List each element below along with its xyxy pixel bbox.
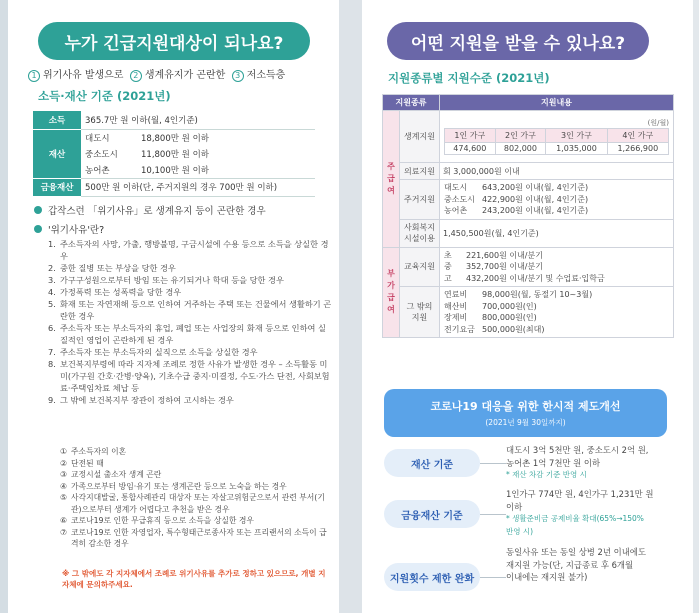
sub-num: ⑤: [60, 493, 67, 502]
list-item: [48, 274, 333, 286]
sub-num: ⑦: [60, 527, 67, 537]
covid-banner: [384, 389, 667, 437]
item-text: 중한 질병 또는 부상을 당한 경우: [60, 263, 176, 273]
criteria-text-1: 위기사유 발생으로: [43, 70, 124, 81]
desc-line: 동일사유 또는 동일 상병 2년 이내에도: [506, 547, 646, 557]
living-label: 생계지원: [400, 111, 440, 163]
desc-note: 반영 시): [506, 526, 534, 536]
item-num: 2.: [48, 263, 56, 273]
kv-val: 700,000원(인): [482, 301, 537, 311]
sub-text: 가족으로부터 방임·유기 또는 생계곤란 등으로 노숙을 하는 경우: [71, 481, 287, 491]
right-title: 어떤 지원을 받을 수 있나요?: [387, 22, 649, 60]
background-strip: [0, 0, 8, 613]
unit-label: (원/월): [647, 119, 669, 127]
kv-key: 해산비: [444, 301, 468, 311]
item-text: 화재 또는 자연재해 등으로 인하여 거주하는 주택 또는 건물에서 생활하기 곤란한 경우: [60, 299, 332, 321]
sub-text: 코로나19로 인한 무급휴직 등으로 소득을 상실한 경우: [71, 516, 254, 525]
table-row: [383, 287, 674, 338]
sub-num: ②: [60, 458, 67, 468]
list-item: [444, 205, 669, 217]
list-item: [48, 298, 333, 322]
footnote: ※ 그 밖에도 각 지자체에서 조례로 위기사유를 추가로 정하고 있으므로, 개별 지자체에 문의하주세요.: [62, 569, 326, 589]
kv-key: 연료비: [444, 290, 468, 299]
table-row: [445, 143, 669, 155]
list-item: [444, 273, 669, 285]
bullet-1-text: 갑작스런 「위기사유」로 생계유지 등이 곤란한 경우: [48, 206, 266, 217]
kv-val: 643,200원 이내(월, 4인기준): [482, 183, 589, 192]
bullet-dot-icon: [34, 225, 42, 233]
support-table: [382, 94, 674, 338]
item-text: 주소득자의 사망, 가출, 행방불명, 구금시설에 수용 등으로 소득을 상실한 경우: [60, 239, 329, 261]
connector-line: [480, 577, 506, 578]
tag-financial: 금융재산 기준: [384, 500, 480, 528]
desc-line: 1인가구 774만 원, 4인가구 1,231만 원: [506, 489, 654, 499]
kv-key: 중: [444, 262, 452, 271]
sub-num: ④: [60, 481, 67, 491]
bullet-1: [34, 203, 266, 217]
kv-val: 221,600원 이내/분기: [466, 250, 543, 260]
tag-property: 재산 기준: [384, 449, 480, 477]
cell: 1,266,900: [607, 143, 668, 155]
kv-key: 전기요금: [444, 324, 475, 334]
kv-val: 422,900원 이내(월, 4인기준): [482, 194, 589, 204]
category-extra: 부 가 급 여: [383, 247, 400, 338]
desc-line: 이하: [506, 501, 523, 512]
region-label: 농어촌: [81, 162, 137, 179]
list-item: [444, 194, 669, 206]
list-item: [444, 182, 669, 194]
item-num: 7.: [48, 347, 56, 357]
list-item: [60, 446, 332, 458]
table-row: [383, 219, 674, 247]
region-label: 대도시: [85, 133, 110, 144]
item-text: 가구구성원으로부터 방임 또는 유기되거나 학대 등을 당한 경우: [60, 275, 284, 285]
other-cell: [440, 287, 674, 338]
living-inner-table: [444, 128, 669, 155]
item-num: 6.: [48, 323, 56, 333]
financial-desc: [506, 488, 654, 538]
property-desc: [506, 444, 648, 482]
connector-line: [480, 463, 506, 464]
cell: 1,035,000: [546, 143, 607, 155]
income-title: 소득·재산 기준 (2021년): [38, 89, 171, 103]
table-row: [33, 178, 315, 196]
housing-label: 주거지원: [400, 180, 440, 220]
cell: 802,000: [495, 143, 546, 155]
edu-label: 교육지원: [400, 247, 440, 287]
edu-cell: [440, 247, 674, 287]
kv-key: 농어촌: [444, 206, 468, 215]
kv-val: 500,000원(최대): [482, 324, 545, 334]
list-item: [60, 515, 332, 527]
list-item: [60, 492, 332, 515]
list-item: [444, 261, 669, 273]
medical-label: 의료지원: [400, 163, 440, 180]
sub-text: 코로나19로 인한 자영업자, 특수형태근로종사자 또는 프리랜서의 소득이 급격히 감소한 경우: [71, 527, 327, 548]
frequency-desc: [506, 546, 646, 584]
other-label: 그 밖의 지원: [400, 287, 440, 338]
connector-line: [480, 514, 506, 515]
col-head: 3인 가구: [546, 129, 607, 143]
table-row: [383, 95, 674, 111]
list-item: [60, 458, 332, 470]
list-item: [48, 286, 333, 298]
sub-num: ⑥: [60, 516, 67, 525]
medical-value: 회 3,000,000원 이내: [440, 163, 674, 180]
desc-note: * 재산 차감 기준 반영 시: [506, 470, 587, 479]
list-item: [48, 238, 333, 262]
region-value: 18,800만 원 이하: [141, 133, 209, 144]
item-num: 5.: [48, 299, 56, 309]
item-text: 주소득자 또는 부소득자의 휴업, 폐업 또는 사업장의 화재 등으로 인하여 실질적인 영업이 곤란하게 된 경우: [60, 323, 326, 345]
list-item: [444, 312, 669, 324]
kv-val: 432,200원 이내/분기 및 수업료·입학금: [466, 273, 605, 283]
covid-title: 코로나19 대응을 위한 한시적 제도개선: [430, 400, 621, 413]
table-row: [383, 180, 674, 220]
item-text: 보건복지부령에 따라 지자체 조례로 정한 사유가 발생한 경우 – 소득활동 미미(가구원 간호·간병·양육), 기초수급 중지·미결정, 수도·가스 단전, 사회보험료·주택임차료 체납 등: [60, 359, 330, 393]
covid-subtitle: (2021년 9월 30일까지): [485, 418, 566, 427]
bullet-2: [34, 222, 104, 236]
living-cell: [440, 111, 674, 163]
kv-key: 중소도시: [444, 194, 475, 204]
sub-num: ③: [60, 470, 67, 479]
left-panel: [8, 0, 339, 613]
notice-sublist: [60, 446, 332, 550]
bullet-2-text: '위기사유'란?: [48, 225, 105, 236]
sub-text: 주소득자의 이혼: [71, 447, 127, 456]
sub-text: 단전된 때: [71, 458, 104, 468]
income-value: 365.7만 원 이하(월, 4인기준): [81, 111, 315, 129]
income-head: 소득: [33, 111, 81, 129]
tag-frequency: 지원횟수 제한 완화: [384, 563, 480, 591]
table-row: [383, 247, 674, 287]
item-num: 9.: [48, 395, 56, 405]
table-row: [383, 163, 674, 180]
property-head: 재산: [33, 129, 81, 178]
table-row: [383, 111, 674, 163]
support-table-title: 지원종류별 지원수준 (2021년): [388, 71, 550, 85]
col-head: 1인 가구: [445, 129, 496, 143]
financial-head: 금융재산: [33, 178, 81, 196]
list-item: [444, 301, 669, 313]
desc-line: 재지원 가능(단, 지급종료 후 6개월: [506, 559, 634, 570]
list-item: [444, 324, 669, 336]
col-head: 4인 가구: [607, 129, 668, 143]
left-title: 누가 긴급지원대상이 되나요?: [38, 22, 310, 60]
financial-value: 500만 원 이하(단, 주거지원의 경우 700만 원 이하): [81, 178, 315, 196]
list-item: [48, 322, 333, 346]
list-item: [444, 250, 669, 262]
item-num: 4.: [48, 287, 56, 297]
kv-val: 98,000원(월, 동절기 10~3월): [482, 290, 593, 299]
background-divider: [339, 0, 362, 613]
item-text: 주소득자 또는 부소득자의 실직으로 소득을 상실한 경우: [60, 347, 258, 357]
criteria-num-2: 2: [130, 70, 142, 82]
cell: 474,600: [445, 143, 496, 155]
kv-val: 243,200원 이내(월, 4인기준): [482, 206, 589, 215]
list-item: [60, 469, 332, 481]
region-value: 10,100만 원 이하: [137, 162, 315, 179]
crisis-reasons-list: [48, 238, 333, 406]
desc-line: 이내에는 재지원 불가): [506, 572, 588, 582]
list-item: [60, 527, 332, 550]
list-item: [60, 481, 332, 493]
right-panel: [362, 0, 693, 613]
criteria-num-3: 3: [232, 70, 244, 82]
item-text: 가정폭력 또는 성폭력을 당한 경우: [60, 287, 182, 297]
criteria-text-2: 생계유지가 곤란한: [144, 70, 226, 81]
kv-key: 고: [444, 273, 452, 283]
sub-text: 교정시설 출소자 생계 곤란: [71, 470, 162, 479]
welfare-value: 1,450,500원(월, 4인기준): [440, 219, 674, 247]
item-num: 8.: [48, 359, 56, 369]
item-num: 3.: [48, 275, 56, 285]
desc-line: 대도시 3억 5천만 원, 중소도시 2억 원,: [506, 445, 649, 455]
list-item: [48, 358, 333, 394]
list-item: [444, 289, 669, 301]
region-label: 중소도시: [85, 149, 118, 160]
kv-key: 장제비: [444, 313, 468, 322]
col-head: 2인 가구: [495, 129, 546, 143]
kv-key: 초: [444, 250, 452, 260]
desc-line: 농어촌 1억 7천만 원 이하: [506, 457, 601, 468]
list-item: [48, 346, 333, 358]
list-item: [48, 394, 333, 406]
region-value: 11,800만 원 이하: [141, 149, 209, 160]
table-row: [33, 111, 315, 129]
housing-cell: [440, 180, 674, 220]
table-row: [445, 129, 669, 143]
head-content: 지원내용: [440, 95, 674, 111]
category-main: 주 급 여: [383, 111, 400, 248]
head-kind: 지원종류: [383, 95, 440, 111]
kv-val: 800,000원(인): [482, 313, 537, 322]
criteria-text-3: 저소득층: [246, 70, 286, 81]
welfare-label: 사회복지 시설이용: [400, 219, 440, 247]
item-text: 그 밖에 보건복지부 장관이 정하여 고시하는 경우: [60, 395, 234, 405]
kv-val: 352,700원 이내/분기: [466, 262, 543, 271]
criteria-row: [28, 66, 285, 82]
bullet-dot-icon: [34, 206, 42, 214]
desc-note: * 생활준비금 공제비율 확대(65%→150%: [506, 514, 644, 523]
income-table: [33, 111, 315, 197]
sub-text: 사각지대발굴, 통합사례관리 대상자 또는 자살고위험군으로서 관련 부서(기관)으로부터 생계가 어렵다고 추천을 받은 경우: [71, 493, 325, 514]
criteria-num-1: 1: [28, 70, 40, 82]
table-row: [33, 129, 315, 146]
list-item: [48, 262, 333, 274]
kv-key: 대도시: [444, 183, 468, 192]
item-num: 1.: [48, 239, 56, 249]
sub-num: ①: [60, 447, 67, 456]
